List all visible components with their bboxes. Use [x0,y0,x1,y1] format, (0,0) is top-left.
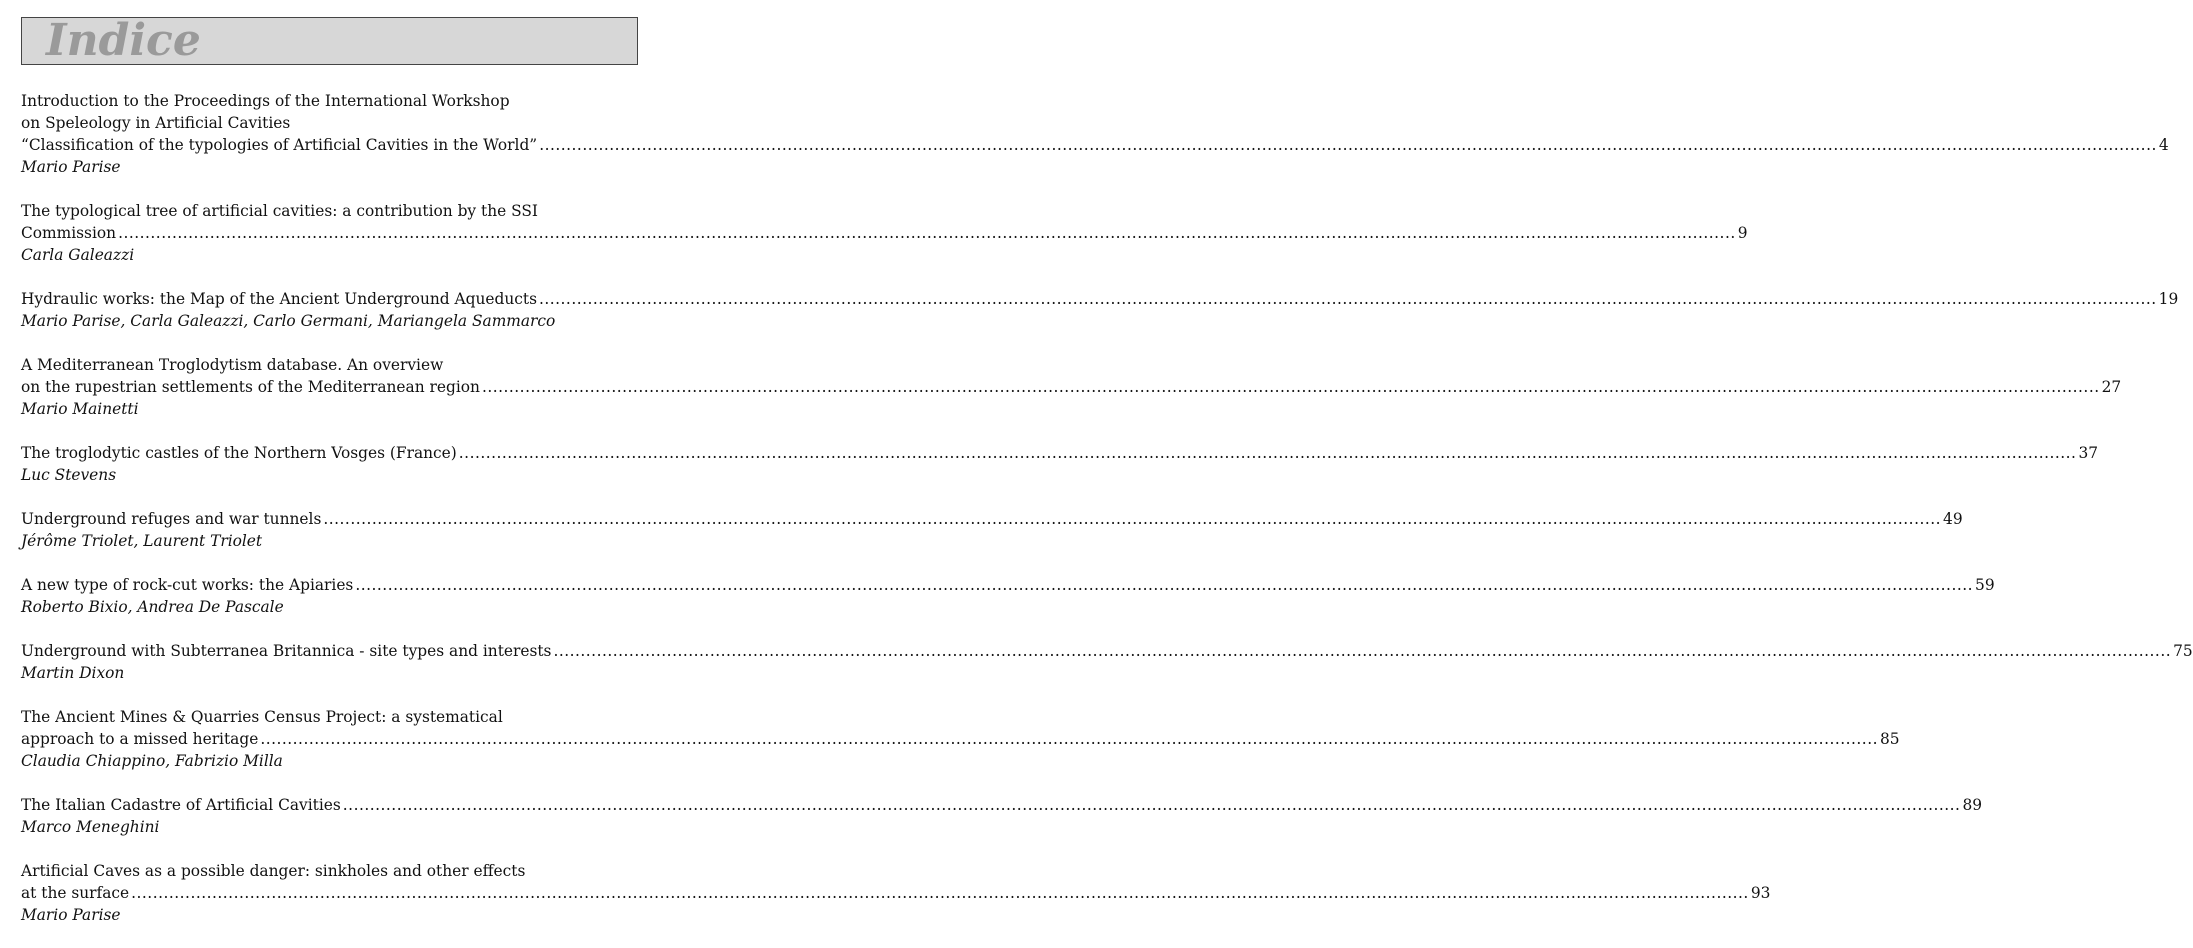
entry-title-line: The typological tree of artificial cavities: a contribution by the SSI [21,202,538,220]
entry-title-last-line [21,442,2099,464]
page-number: 75 [2173,642,2193,660]
entry-title-text: approach to a missed heritage [21,730,259,748]
page-number: 49 [1943,510,1963,528]
dot-leader: ............................................................................................................................................................................................................................................................................................................ [538,290,2157,308]
entry-title-last-line [21,376,2122,398]
page-number: 9 [1737,224,1748,242]
toc-entry [21,90,2169,178]
dot-leader: ............................................................................................................................................................................................................................................................................................................ [323,510,1942,528]
entry-title-text: Underground with Subterranea Britannica - site types and interests [21,642,552,660]
entry-authors: Martin Dixon [21,664,125,682]
entry-title-text: at the surface [21,884,130,902]
entry-title-text: The troglodytic castles of the Northern Vosges (France) [21,444,457,462]
entry-authors: Mario Parise, Carla Galeazzi, Carlo Germani, Mariangela Sammarco [21,312,556,330]
entry-title-line: Artificial Caves as a possible danger: sinkholes and other effects [21,862,526,880]
entry-authors: Mario Parise [21,158,121,176]
entry-title-line: on Speleology in Artificial Cavities [21,114,291,132]
entry-title-last-line [21,288,2179,310]
dot-leader: ............................................................................................................................................................................................................................................................................................................ [481,378,2100,396]
page-number: 85 [1880,730,1900,748]
entry-title-last-line [21,728,1900,750]
toc-entry [21,442,2099,486]
dot-leader: ............................................................................................................................................................................................................................................................................................................ [539,136,2157,154]
page-number: 4 [2158,136,2169,154]
page-number: 93 [1750,884,1771,902]
index-header [21,17,638,65]
entry-title-last-line [21,508,1963,530]
dot-leader: ............................................................................................................................................................................................................................................................................................................ [355,576,1974,594]
toc-entry [21,354,2122,420]
dot-leader: ............................................................................................................................................................................................................................................................................................................ [118,224,1736,242]
toc-entry [21,640,2193,684]
dot-leader: ............................................................................................................................................................................................................................................................................................................ [458,444,2077,462]
entry-title-last-line [21,882,1771,904]
toc-entry [21,288,2179,332]
entry-title-last-line [21,574,1995,596]
page-number: 27 [2101,378,2122,396]
toc-entry [21,860,1771,926]
entry-title-text: Hydraulic works: the Map of the Ancient Underground Aqueducts [21,290,537,308]
page-number: 37 [2078,444,2099,462]
page-title: Indice [46,15,201,66]
page-number: 19 [2158,290,2179,308]
entry-title-line: Introduction to the Proceedings of the International Workshop [21,92,510,110]
entry-title-text: Underground refuges and war tunnels [21,510,322,528]
dot-leader: ............................................................................................................................................................................................................................................................................................................ [553,642,2172,660]
entry-title-text: The Italian Cadastre of Artificial Cavities [21,796,341,814]
toc-entry [21,794,1983,838]
entry-authors: Claudia Chiappino, Fabrizio Milla [21,752,283,770]
entry-title-last-line [21,134,2169,156]
entry-authors: Mario Mainetti [21,400,139,418]
entry-authors: Roberto Bixio, Andrea De Pascale [21,598,284,616]
toc-entry [21,706,1900,772]
table-of-contents [21,90,2193,948]
entry-title-text: Commission [21,224,117,242]
entry-title-line: A Mediterranean Troglodytism database. An overview [21,356,444,374]
entry-title-text: A new type of rock-cut works: the Apiaries [21,576,354,594]
toc-entry [21,508,1963,552]
dot-leader: ............................................................................................................................................................................................................................................................................................................ [131,884,1749,902]
entry-authors: Carla Galeazzi [21,246,135,264]
entry-title-line: The Ancient Mines & Quarries Census Project: a systematical [21,708,503,726]
entry-title-last-line [21,794,1983,816]
entry-authors: Marco Meneghini [21,818,160,836]
toc-entry [21,200,1748,266]
entry-title-last-line [21,640,2193,662]
entry-authors: Mario Parise [21,906,121,924]
dot-leader: ............................................................................................................................................................................................................................................................................................................ [342,796,1961,814]
toc-entry [21,574,1995,618]
entry-authors: Jérôme Triolet, Laurent Triolet [21,532,263,550]
entry-title-last-line [21,222,1748,244]
entry-title-text: “Classification of the typologies of Artificial Cavities in the World” [21,136,538,154]
entry-title-text: on the rupestrian settlements of the Mediterranean region [21,378,480,396]
entry-authors: Luc Stevens [21,466,117,484]
page-number: 59 [1975,576,1995,594]
dot-leader: ............................................................................................................................................................................................................................................................................................................ [260,730,1878,748]
page-number: 89 [1962,796,1983,814]
